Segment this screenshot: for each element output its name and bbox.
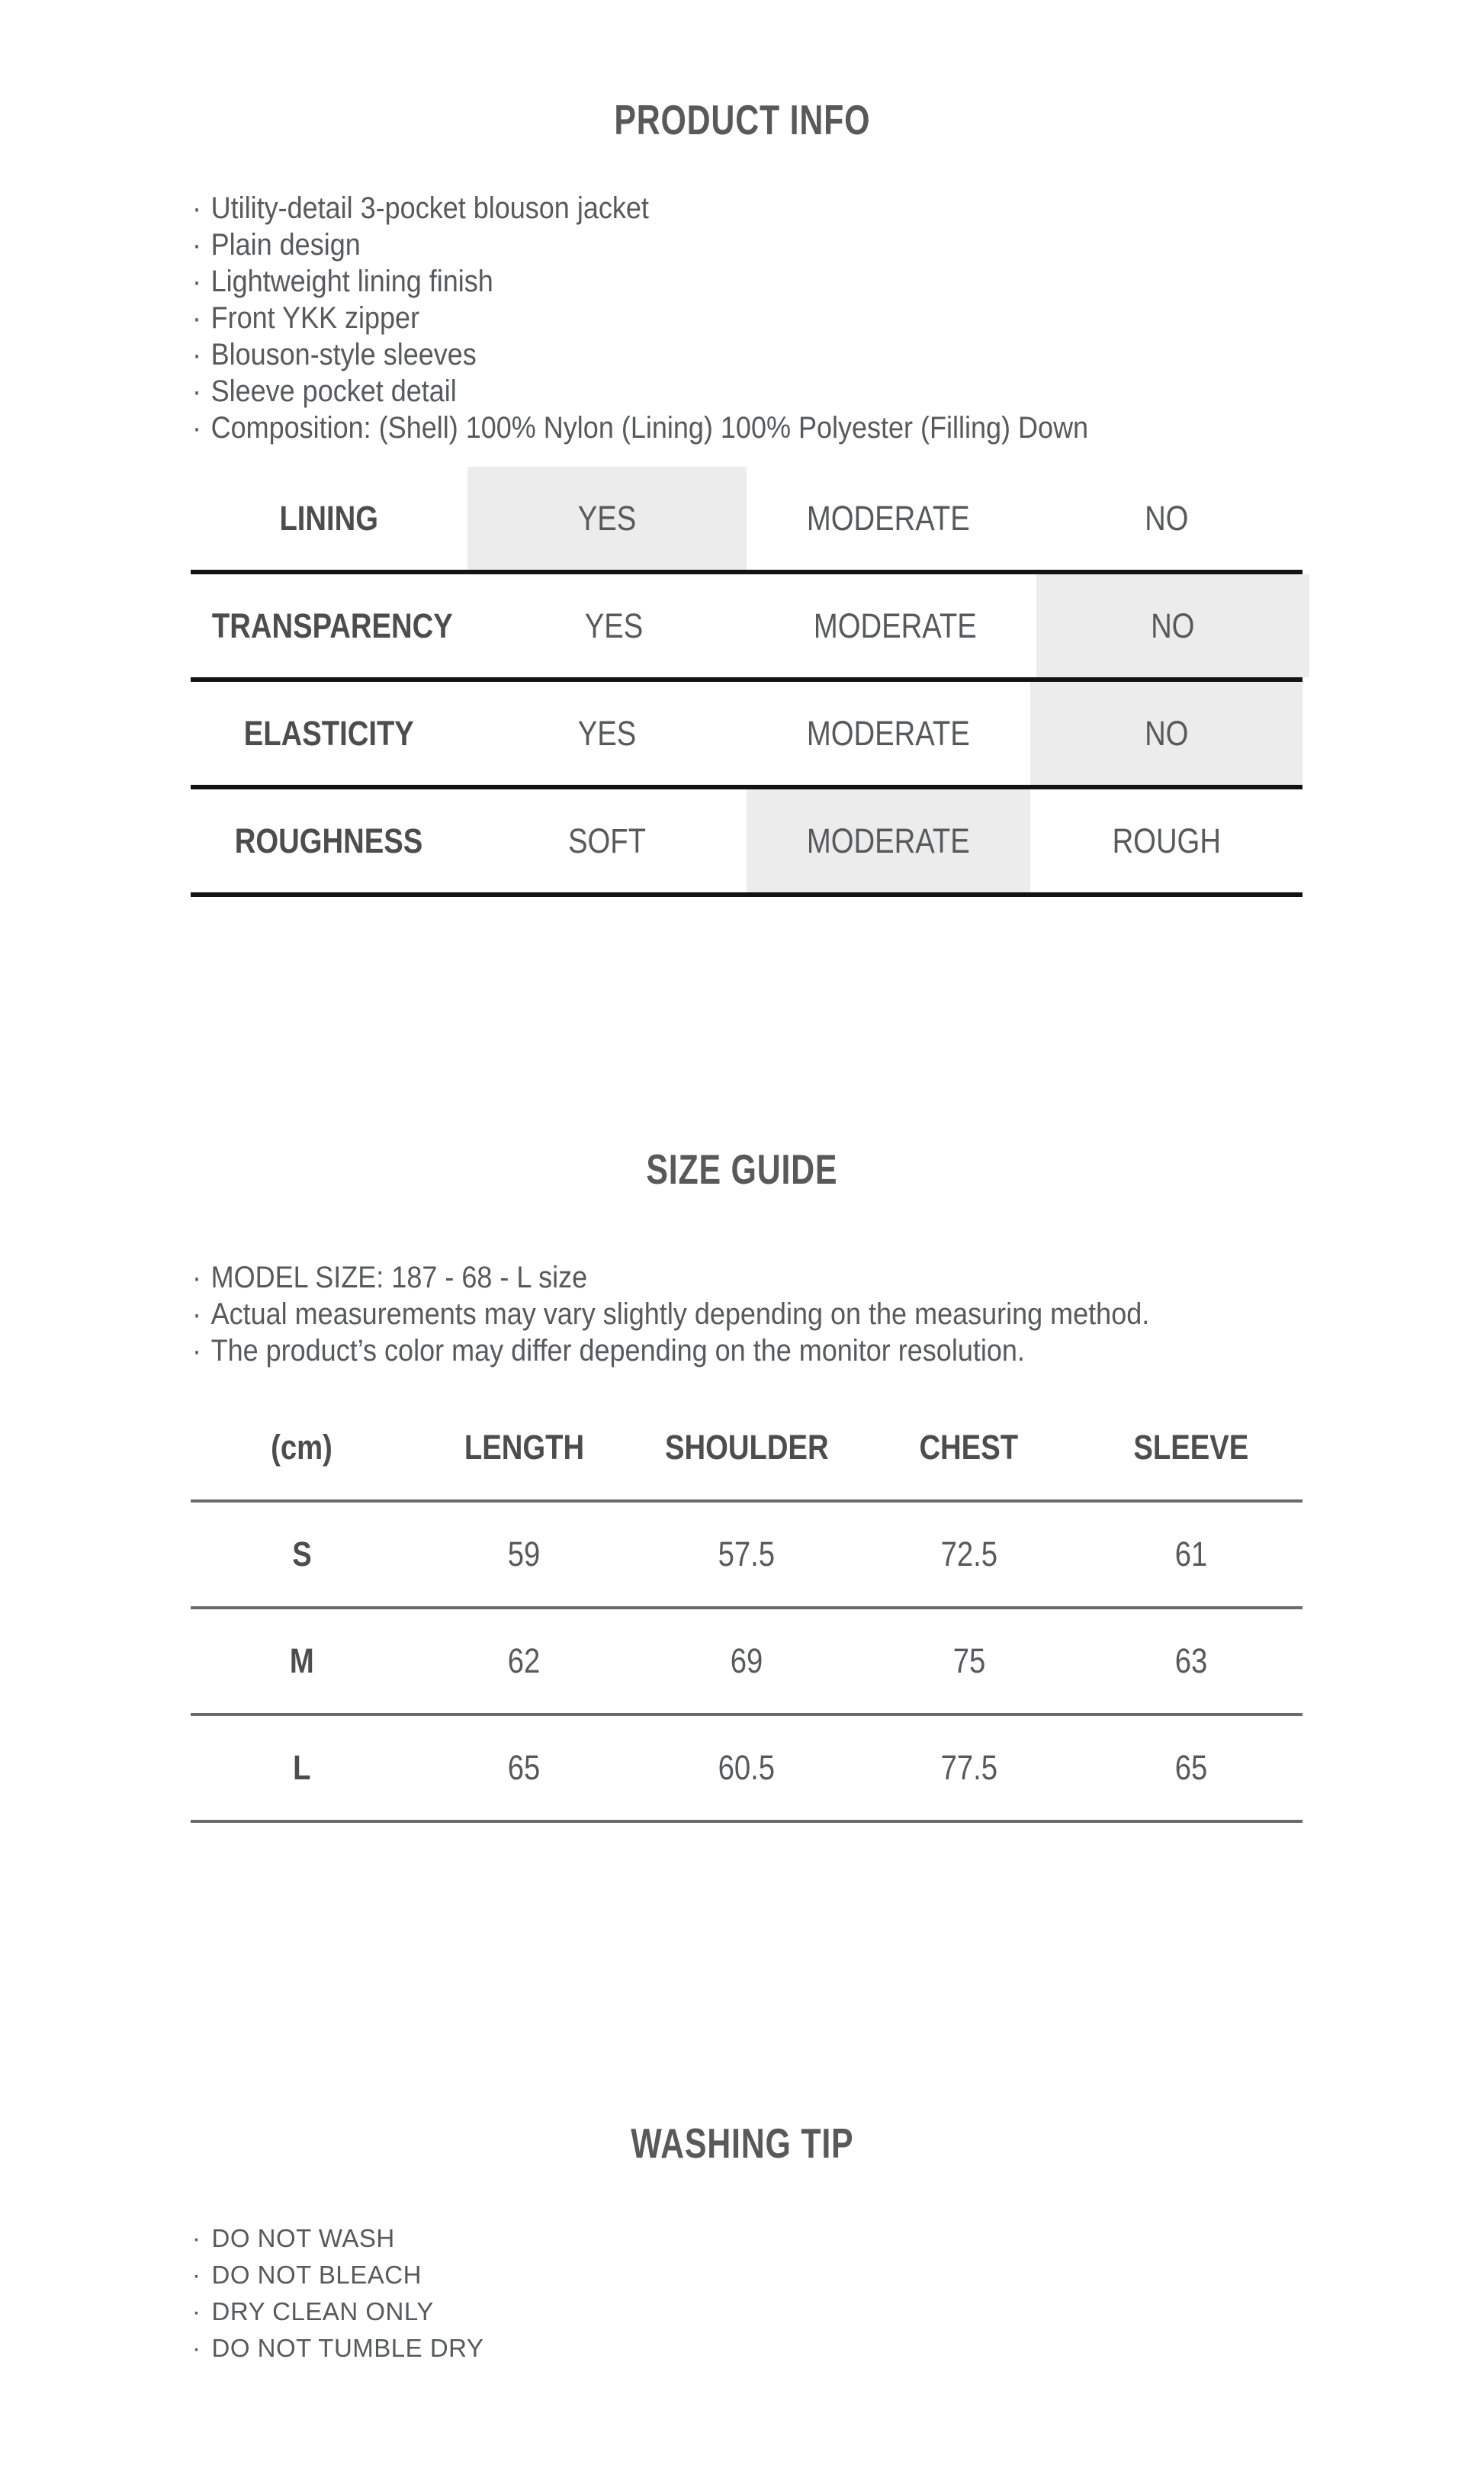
size-label-text: L <box>293 1748 311 1787</box>
fabric-row-label-text: ELASTICITY <box>243 713 415 753</box>
fabric-option-cell-selected <box>467 467 747 570</box>
fabric-option-text: YES <box>577 713 637 753</box>
size-value-cell <box>1080 1503 1303 1606</box>
bullet-item: · DO NOT WASH <box>192 2220 483 2257</box>
fabric-option-text: MODERATE <box>806 713 970 753</box>
bullet-item: · MODEL SIZE: 187 - 68 - L size <box>192 1259 1149 1296</box>
size-guide-bullet-list <box>192 1259 1256 1369</box>
size-value-cell <box>413 1716 636 1820</box>
size-chart-table <box>191 1396 1303 1823</box>
washing-tip-bullet-list <box>192 2220 483 2367</box>
bullet-item: · The product’s color may differ depending on the monitor resolution. <box>192 1332 1149 1369</box>
size-value-cell <box>858 1503 1081 1606</box>
fabric-option-text: MODERATE <box>806 821 970 860</box>
fabric-table-row <box>191 467 1303 574</box>
size-table-row <box>191 1716 1303 1823</box>
size-value-text: 61 <box>1174 1535 1208 1573</box>
bullet-item: · Utility-detail 3-pocket blouson jacket <box>192 190 1088 227</box>
fabric-option-cell <box>747 682 1030 785</box>
size-value-text: 75 <box>952 1641 985 1680</box>
size-guide-title <box>0 1145 1484 1194</box>
fabric-option-text: SOFT <box>568 821 646 860</box>
fabric-row-label-text: LINING <box>279 498 379 538</box>
size-value-cell <box>1080 1716 1303 1820</box>
size-value-text: 69 <box>730 1641 763 1680</box>
bullet-item: · Lightweight lining finish <box>192 263 1088 300</box>
fabric-row-label <box>191 682 467 785</box>
size-value-text: 60.5 <box>718 1748 776 1787</box>
fabric-option-text: YES <box>577 498 637 538</box>
fabric-table-row <box>191 682 1303 789</box>
size-value-text: 63 <box>1174 1641 1208 1680</box>
size-value-cell <box>413 1503 636 1606</box>
size-table-row <box>191 1503 1303 1609</box>
size-value-cell <box>1080 1609 1303 1713</box>
fabric-option-text: NO <box>1144 498 1189 538</box>
bullet-item: · Front YKK zipper <box>192 300 1088 336</box>
fabric-property-table <box>191 467 1303 897</box>
product-info-title <box>0 95 1484 144</box>
size-value-cell <box>858 1609 1081 1713</box>
fabric-option-cell <box>753 574 1037 677</box>
washing-tip-title <box>0 2119 1484 2168</box>
fabric-option-cell <box>467 682 747 785</box>
fabric-option-text: MODERATE <box>806 498 970 538</box>
size-table-unit-header <box>191 1396 413 1499</box>
bullet-item: · Composition: (Shell) 100% Nylon (Lining) 100% Polyester (Filling) Down <box>192 410 1088 446</box>
bullet-item: · Plain design <box>192 227 1088 263</box>
fabric-option-text: MODERATE <box>813 606 977 645</box>
size-value-cell <box>635 1503 858 1606</box>
size-table-header-text: LENGTH <box>464 1428 585 1467</box>
bullet-item: · DRY CLEAN ONLY <box>192 2293 483 2330</box>
size-table-header-cell <box>1080 1396 1303 1499</box>
size-value-text: 57.5 <box>718 1535 776 1573</box>
fabric-option-cell <box>747 467 1030 570</box>
size-value-cell <box>635 1609 858 1713</box>
fabric-option-cell-selected <box>1036 574 1309 677</box>
size-value-text: 59 <box>508 1535 541 1573</box>
size-value-text: 72.5 <box>940 1535 997 1573</box>
size-label-cell <box>191 1503 413 1606</box>
size-label-text: S <box>292 1535 312 1573</box>
size-value-text: 62 <box>508 1641 541 1680</box>
washing-tip-title-text: WASHING TIP <box>630 2120 854 2167</box>
bullet-item: · Blouson-style sleeves <box>192 336 1088 373</box>
fabric-option-text: NO <box>1151 606 1195 645</box>
size-table-header-cell <box>413 1396 636 1499</box>
fabric-option-text: NO <box>1144 713 1189 753</box>
size-table-unit-header-text: (cm) <box>271 1428 333 1467</box>
product-info-title-text: PRODUCT INFO <box>614 96 870 143</box>
size-table-row <box>191 1609 1303 1716</box>
size-label-cell <box>191 1609 413 1713</box>
size-value-cell <box>413 1609 636 1713</box>
size-label-text: M <box>289 1641 314 1680</box>
product-info-bullet-list <box>192 190 1188 446</box>
fabric-row-label <box>191 467 467 570</box>
size-table-header-text: SHOULDER <box>664 1428 829 1467</box>
fabric-option-text: YES <box>584 606 643 645</box>
fabric-row-label-text: ROUGHNESS <box>235 821 423 860</box>
size-table-header-row <box>191 1396 1303 1503</box>
size-table-header-cell <box>858 1396 1081 1499</box>
bullet-item: · Actual measurements may vary slightly depending on the measuring method. <box>192 1296 1149 1332</box>
size-value-text: 65 <box>508 1748 541 1787</box>
size-value-cell <box>858 1716 1081 1820</box>
bullet-item: · DO NOT BLEACH <box>192 2257 483 2293</box>
fabric-table-row <box>191 574 1303 682</box>
size-table-header-cell <box>635 1396 858 1499</box>
size-label-cell <box>191 1716 413 1820</box>
fabric-row-label-text: TRANSPARENCY <box>211 606 453 645</box>
size-guide-title-text: SIZE GUIDE <box>646 1146 838 1193</box>
fabric-option-cell-selected <box>1030 682 1303 785</box>
fabric-row-label <box>191 574 474 677</box>
size-value-cell <box>635 1716 858 1820</box>
fabric-option-cell <box>1030 789 1303 892</box>
fabric-row-label <box>191 789 467 892</box>
size-table-header-text: CHEST <box>919 1428 1019 1467</box>
fabric-option-cell-selected <box>747 789 1030 892</box>
fabric-option-cell <box>474 574 753 677</box>
fabric-option-cell <box>1030 467 1303 570</box>
fabric-option-text: ROUGH <box>1112 821 1221 860</box>
size-value-text: 77.5 <box>940 1748 997 1787</box>
bullet-item: · DO NOT TUMBLE DRY <box>192 2330 483 2367</box>
fabric-table-row <box>191 789 1303 897</box>
fabric-option-cell <box>467 789 747 892</box>
size-table-header-text: SLEEVE <box>1133 1428 1249 1467</box>
bullet-item: · Sleeve pocket detail <box>192 373 1088 410</box>
size-value-text: 65 <box>1174 1748 1208 1787</box>
